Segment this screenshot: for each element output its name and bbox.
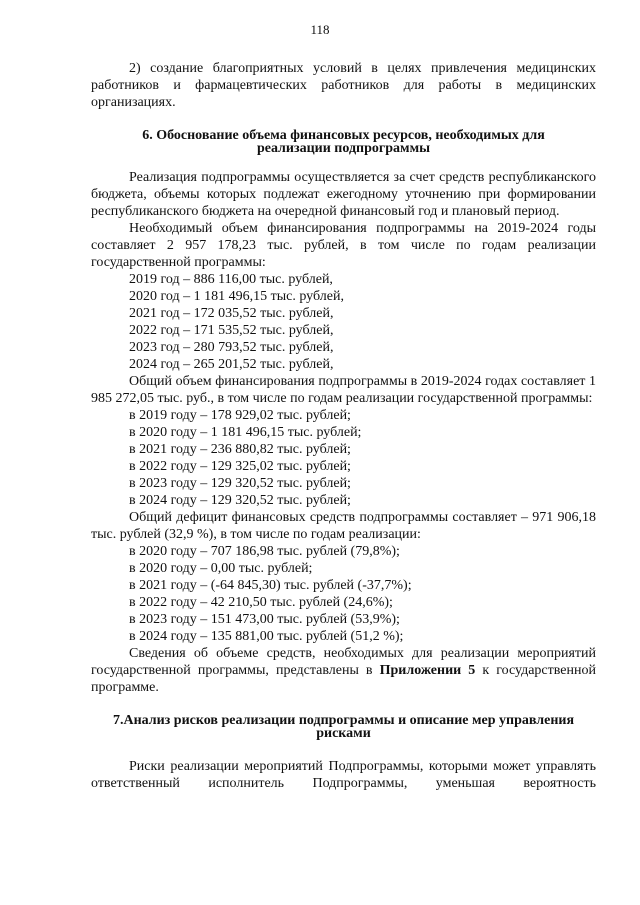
list-item: 2023 год – 280 793,52 тыс. рублей,	[129, 340, 334, 355]
page-number: 118	[310, 22, 330, 37]
list-item: в 2021 году – (-64 845,30) тыс. рублей (-37,7%);	[129, 578, 412, 593]
spacer	[91, 111, 596, 129]
section-6-paragraph-1: Реализация подпрограммы осуществляется за счет средств республиканского бюджета, объемы которых подлежат ежегодному уточнению при формировании республиканского бюджета на очередной финансовый год и плановый период.	[91, 170, 596, 219]
list-item: 2020 год – 1 181 496,15 тыс. рублей,	[129, 289, 344, 304]
section-6-paragraph-2: Необходимый объем финансирования подпрограммы на 2019-2024 годы составляет 2 957 178,23 тыс. рублей, в том числе по годам реализации государственной программы:	[91, 221, 596, 270]
list-item: в 2022 году – 42 210,50 тыс. рублей (24,6%);	[129, 595, 393, 610]
paragraph-text: к государственной программе.	[91, 663, 596, 695]
section-7-heading	[91, 714, 596, 740]
page-content	[91, 60, 596, 792]
section-6-heading	[91, 129, 596, 155]
list-item: 2024 год – 265 201,52 тыс. рублей,	[129, 357, 334, 372]
section-6-paragraph-5	[91, 645, 596, 696]
section-7-heading-line-2: рисками	[316, 726, 371, 741]
list-item: 2022 год – 171 535,52 тыс. рублей,	[129, 323, 334, 338]
section-6-heading-line-1: 6. Обоснование объема финансовых ресурсов, необходимых для	[142, 128, 545, 143]
list-item: в 2020 году – 0,00 тыс. рублей;	[129, 561, 313, 576]
list-item: в 2024 году – 129 320,52 тыс. рублей;	[129, 493, 351, 508]
intro-paragraph: 2) создание благоприятных условий в целях привлечения медицинских работников и фармацевтических работников для работы в медицинских организациях.	[91, 61, 596, 110]
section-7-heading-line-1: 7.Анализ рисков реализации подпрограммы и описание мер управления	[112, 713, 575, 728]
list-item: 2021 год – 172 035,52 тыс. рублей,	[129, 306, 334, 321]
list-item: в 2022 году – 129 325,02 тыс. рублей;	[129, 459, 351, 474]
deficit-list	[91, 543, 596, 645]
section-6-paragraph-4: Общий дефицит финансовых средств подпрограммы составляет – 971 906,18 тыс. рублей (32,9 %), в том числе по годам реализации:	[91, 510, 596, 542]
required-funding-list	[91, 271, 596, 373]
spacer	[91, 155, 596, 169]
list-item: в 2021 году – 236 880,82 тыс. рублей;	[129, 442, 351, 457]
paragraph-text: Сведения об объеме средств, необходимых для реализации мероприятий государственной программы, представлены в	[91, 646, 596, 678]
spacer	[91, 696, 596, 714]
list-item: в 2019 году – 178 929,02 тыс. рублей;	[129, 408, 351, 423]
total-funding-list	[91, 407, 596, 509]
section-6-heading-line-2: реализации подпрограммы	[256, 141, 431, 156]
spacer	[91, 740, 596, 758]
list-item: 2019 год – 886 116,00 тыс. рублей,	[129, 272, 333, 287]
list-item: в 2024 году – 135 881,00 тыс. рублей (51,2 %);	[129, 629, 404, 644]
section-7-paragraph-1: Риски реализации мероприятий Подпрограммы, которыми может управлять ответственный исполнитель Подпрограммы, уменьшая вероятность	[91, 759, 596, 791]
list-item: в 2023 году – 129 320,52 тыс. рублей;	[129, 476, 351, 491]
appendix-reference: Приложении 5	[379, 663, 476, 678]
list-item: в 2020 году – 707 186,98 тыс. рублей (79,8%);	[129, 544, 400, 559]
list-item: в 2023 году – 151 473,00 тыс. рублей (53,9%);	[129, 612, 400, 627]
section-6-paragraph-3: Общий объем финансирования подпрограммы в 2019-2024 годах составляет 1 985 272,05 тыс. руб., в том числе по годам реализации государственной программы:	[91, 374, 596, 406]
list-item: в 2020 году – 1 181 496,15 тыс. рублей;	[129, 425, 362, 440]
